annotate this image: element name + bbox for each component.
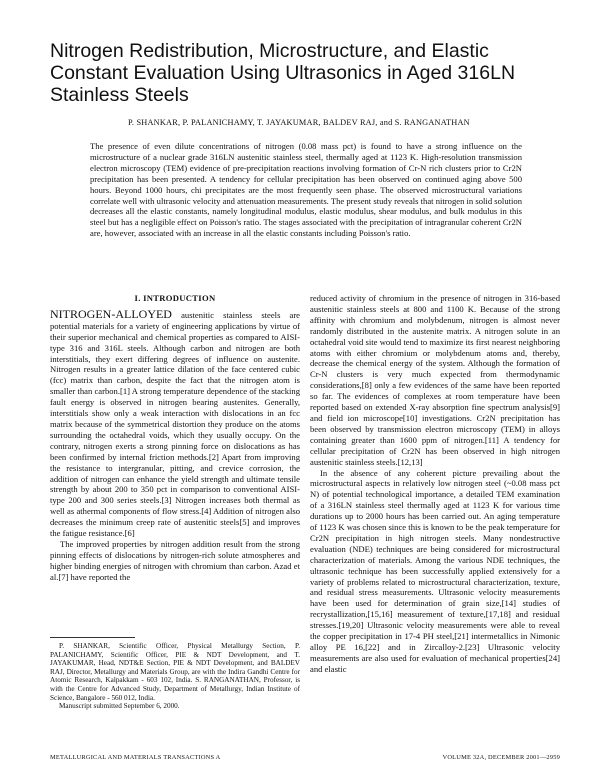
volume-page: VOLUME 32A, DECEMBER 2001—2959 <box>442 754 560 761</box>
intro-paragraph-1-text: austenitic stainless steels are potential materials for a variety of engineering applications by virtue of their superior mechanical and chemical properties as compared to AISI-type 316 and 316L steels. Although carbon and nitrogen are both interstitials, they exert differing degrees of influence on austenite. Nitrogen results in a greater lattice dilation of the face centered cubic (fcc) matrix than carbon, despite the fact that the nitrogen atom is smaller than carbon.[1] A strong temperature dependence of the stacking fault energy is observed in nitrogen bearing austenites. Generally, interstitials show only a weak interaction with dislocations in an fcc matrix because of the symmetrical distortion they produce on the atoms surrounding the octahedral voids, which they usually occupy. On the contrary, nitrogen exerts a strong pinning force on dislocations as has been confirmed by internal friction methods.[2] Apart from improving the resistance to intergranular, pitting, and crevice corrosion, the addition of nitrogen can enhance the yield strength and ultimate tensile strength by about 200 to 350 pct in comparison to conventional AISI-type 200 and 300 series steels.[3] Nitrogen increases both thermal as well as athermal components of flow stress.[4] Addition of nitrogen also decreases the minimum creep rate of austenitic steels[5] and improves the fatigue resistance.[6] <box>50 309 300 539</box>
journal-name: METALLURGICAL AND MATERIALS TRANSACTIONS A <box>50 754 221 761</box>
footnote-divider <box>50 637 135 638</box>
intro-lead-words: NITROGEN-ALLOYED <box>50 306 172 321</box>
manuscript-date: Manuscript submitted September 6, 2000. <box>59 702 180 711</box>
footnotes <box>50 642 300 711</box>
right-column <box>310 293 560 675</box>
left-column <box>50 293 300 583</box>
author-list: P. SHANKAR, P. PALANICHAMY, T. JAYAKUMAR, BALDEV RAJ, and S. RANGANATHAN <box>128 118 470 127</box>
section-heading: I. INTRODUCTION <box>134 293 216 303</box>
paper-title: Nitrogen Redistribution, Microstructure, and Elastic Constant Evaluation Using Ultrasonics in Aged 316LN Stainless Steels <box>50 40 516 106</box>
intro-paragraph-1 <box>50 306 300 539</box>
right-paragraph-2: In the absence of any coherent picture prevailing about the microstructural aspects in relatively low nitrogen steel (~0.08 mass pct N) of potential technological importance, a detailed TEM examination of a 316LN stainless steel thermally aged at 1123 K for various time durations up to 2000 hours has been carried out. An aging temperature of 1123 K was chosen since this is known to be the peak temperature for Cr2N precipitation in high nitrogen steels. Many nondestructive evaluation (NDE) techniques are being considered for microstructural characterization of materials. Among the various NDE techniques, the ultrasonic technique has been successfully applied extensively for a variety of problems related to microstructural characterization, texture, and residual stress measurements. Ultrasonic velocity measurements have been used for determination of grain size,[14] studies of recrystallization,[15,16] measurement of texture,[17,18] and residual stresses.[19,20] Ultrasonic velocity measurements were able to reveal the copper precipitation in 17-4 PH steel,[21] intermetallics in Nimonic alloy PE 16,[22] and in Zircalloy-2.[23] Ultrasonic velocity measurements are also used for evaluation of mechanical properties[24] and elastic <box>310 467 560 674</box>
intro-paragraph-2: The improved properties by nitrogen addition result from the strong pinning effects of dislocations by nitrogen-rich solute atmospheres and higher binding energies of nitrogen with chromium than carbon. Azad et al.[7] have reported the <box>50 538 300 582</box>
author-affiliations: P. SHANKAR, Scientific Officer, Physical Metallurgy Section, P. PALANICHAMY, Scientific Officer, PIE & NDT Development, and T. JAYAKUMAR, Head, NDT&E Section, PIE & NDT Development, and BALDEV RAJ, Director, Metallurgy and Materials Group, are with the Indira Gandhi Centre for Atomic Research, Kalpakkam - 603 102, India. S. RANGANATHAN, Professor, is with the Centre for Advanced Study, Department of Metallurgy, Indian Institute of Science, Bangalore - 560 012, India. <box>50 642 300 702</box>
right-paragraph-1: reduced activity of chromium in the presence of nitrogen in 316-based austenitic stainless steels at 800 and 1100 K. Because of the strong affinity with chromium and molybdenum, nitrogen is almost never randomly distributed in the austenite matrix. A nitrogen solute in an octahedral void site would tend to maximize its first nearest neighboring atoms with either chromium or molybdenum atoms and, thereby, decrease the chemical energy of the system. Although the formation of Cr-N clusters is very much expected from thermodynamic considerations,[8] only a few evidences of the same have been reported so far. The evidences of complexes at room temperature have been reported based on extended X-ray absorption fine spectrum analysis[9] and field ion microscope[10] investigations. Cr2N precipitation has been observed by transmission electron microscopy (TEM) in alloys containing greater than 1600 ppm of nitrogen.[11] A tendency for cellular precipitation of Cr2N has been observed in high nitrogen austenitic stainless steels.[12,13] <box>310 293 560 467</box>
abstract: The presence of even dilute concentrations of nitrogen (0.08 mass pct) is found to have a strong influence on the microstructure of a nuclear grade 316LN austenitic stainless steel, thermally aged at 1123 K. High-resolution transmission electron microscopy (TEM) evidence of pre-precipitation reactions involving formation of Cr-N rich clusters prior to Cr2N precipitation has been presented. A tendency for cellular precipitation has been observed on continued aging above 500 hours. Beyond 1000 hours, chi precipitates are the most frequently seen phase. The observed microstructural variations correlate well with ultrasonic velocity and attenuation measurements. The present study reveals that nitrogen in solid solution decreases all the elastic constants, namely longitudinal modulus, elastic modulus, shear modulus, and bulk modulus in this steel but has a negligible effect on Poisson's ratio. The stages associated with the precipitation of intragranular coherent Cr2N are, however, associated with an increase in all the elastic constants including Poisson's ratio. <box>90 141 522 239</box>
